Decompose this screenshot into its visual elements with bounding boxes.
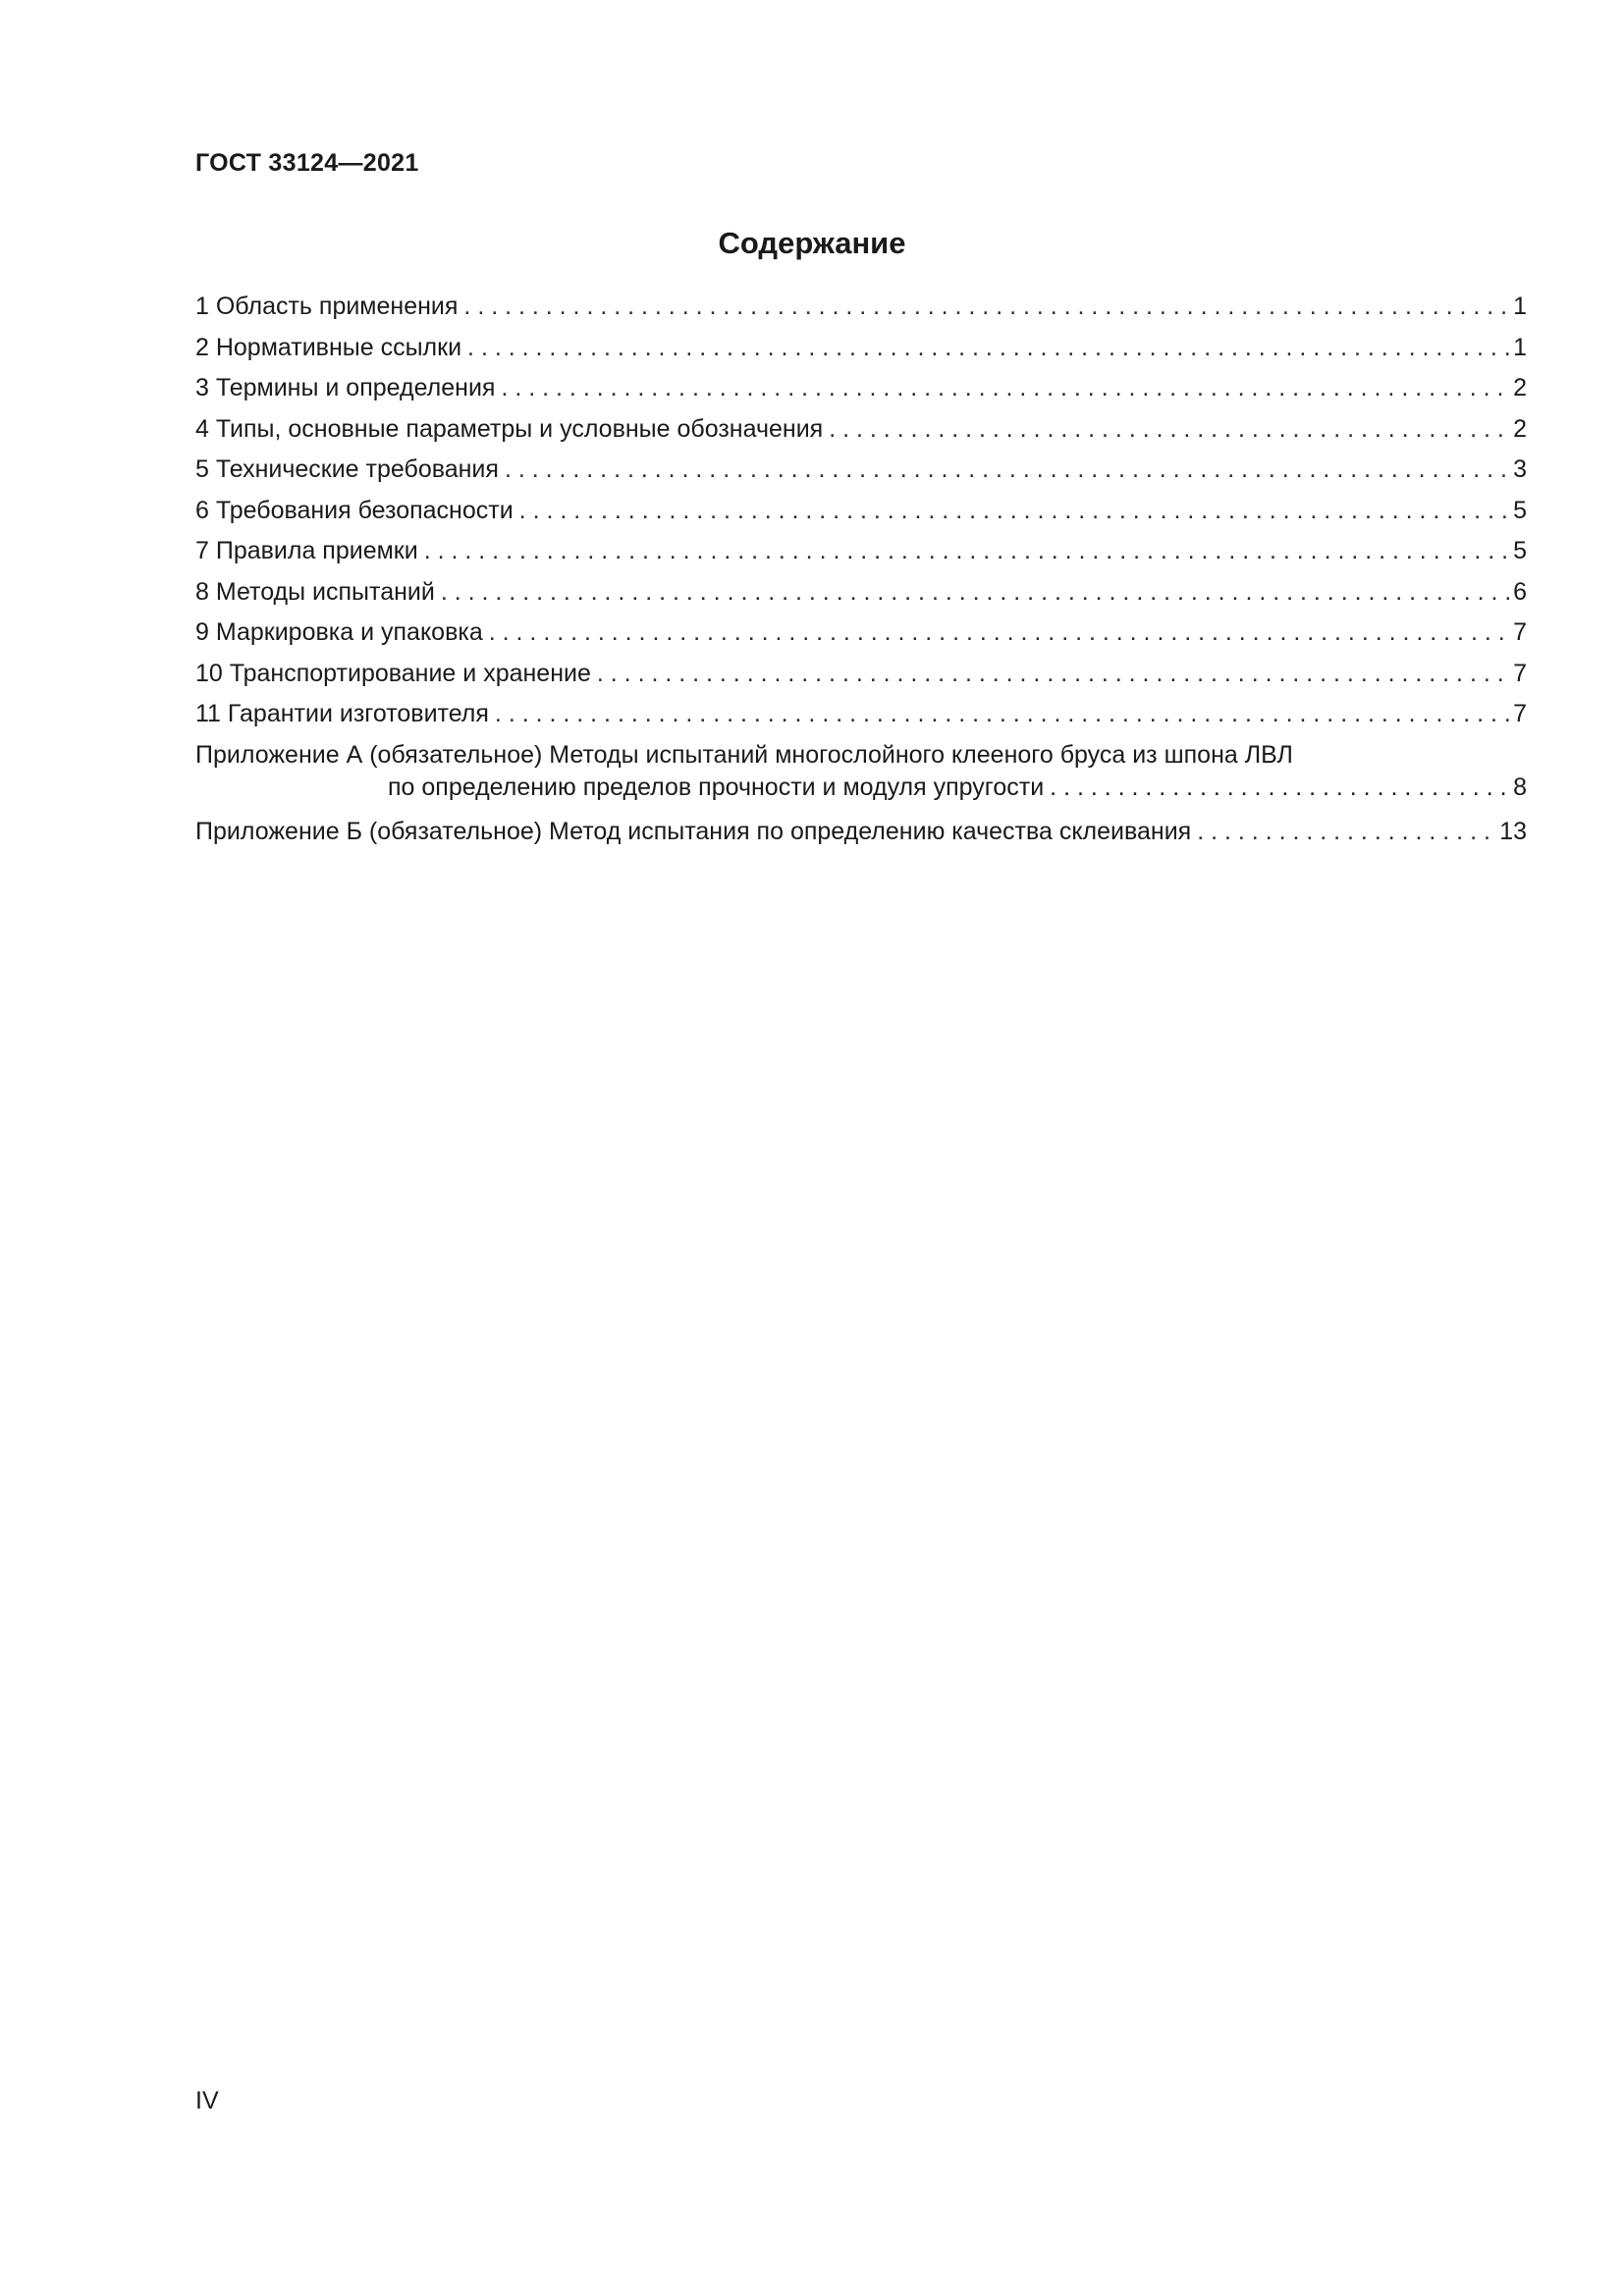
toc-entry-appendix-a[interactable] xyxy=(195,735,1527,804)
toc-entry[interactable] xyxy=(195,694,1527,735)
toc-entry-page: 2 xyxy=(1513,414,1527,443)
toc-dot-leader xyxy=(463,287,1509,328)
toc-entry[interactable] xyxy=(195,613,1527,654)
toc-dot-leader xyxy=(1197,812,1495,853)
toc-appendix-a-continuation xyxy=(195,772,1527,804)
toc-entry[interactable] xyxy=(195,491,1527,532)
toc-entry-page: 1 xyxy=(1513,293,1527,320)
toc-dot-leader xyxy=(441,572,1509,614)
toc-entry-page: 7 xyxy=(1513,700,1527,727)
toc-entry[interactable] xyxy=(195,654,1527,695)
toc-entry-page: 5 xyxy=(1513,496,1527,524)
toc-title: Содержание xyxy=(718,226,906,260)
toc-entry-label: Приложение Б (обязательное) Метод испытания по определению качества склеивания xyxy=(195,817,1192,845)
toc-entry[interactable] xyxy=(195,409,1527,451)
toc-appendix-a-title: Приложение А (обязательное) Методы испытаний многослойного клееного бруса из шпона ЛВЛ xyxy=(195,740,1293,769)
toc-entry-label: 11 Гарантии изготовителя xyxy=(195,700,489,727)
toc-entry-page: 8 xyxy=(1513,773,1527,801)
toc-entry-appendix-b[interactable] xyxy=(195,812,1527,853)
toc-entry-label: 3 Термины и определения xyxy=(195,374,496,401)
toc-entry-page: 13 xyxy=(1499,817,1527,845)
page-number: IV xyxy=(195,2087,219,2114)
toc-entry-label: 2 Нормативные ссылки xyxy=(195,333,462,361)
toc-dot-leader xyxy=(519,491,1509,532)
toc-entry-label: 5 Технические требования xyxy=(195,455,499,483)
toc-dot-leader xyxy=(501,368,1509,409)
document-code: ГОСТ 33124—2021 xyxy=(195,149,419,177)
toc-entry-page: 2 xyxy=(1513,374,1527,401)
toc-entry-page: 6 xyxy=(1513,577,1527,606)
toc-entry[interactable] xyxy=(195,531,1527,572)
toc-entry[interactable] xyxy=(195,368,1527,409)
toc-entry-page: 3 xyxy=(1513,455,1527,483)
toc-entry-label: 6 Требования безопасности xyxy=(195,496,514,524)
toc-entry-page: 7 xyxy=(1513,659,1527,687)
toc-dot-leader xyxy=(829,409,1509,451)
toc-dot-leader xyxy=(424,531,1509,572)
toc-entry-label: 7 Правила приемки xyxy=(195,537,418,564)
toc-entry-page: 7 xyxy=(1513,618,1527,646)
toc-entry-label: 4 Типы, основные параметры и условные обозначения xyxy=(195,414,824,443)
toc-dot-leader xyxy=(489,613,1509,654)
toc-entry[interactable] xyxy=(195,572,1527,614)
toc-appendix-a-subtitle: по определению пределов прочности и модуля упругости xyxy=(388,773,1045,801)
toc-entry-label: 8 Методы испытаний xyxy=(195,577,435,606)
toc-entry[interactable] xyxy=(195,450,1527,491)
toc-entry[interactable] xyxy=(195,328,1527,369)
toc-entry-label: 10 Транспортирование и хранение xyxy=(195,659,591,687)
toc-entry[interactable] xyxy=(195,287,1527,328)
toc-dot-leader xyxy=(597,654,1509,695)
toc-entry-label: 1 Область применения xyxy=(195,293,459,320)
table-of-contents xyxy=(195,287,1527,852)
toc-entry-label: 9 Маркировка и упаковка xyxy=(195,618,483,646)
toc-dot-leader xyxy=(505,450,1509,491)
toc-dot-leader xyxy=(467,328,1509,369)
toc-entry-page: 5 xyxy=(1513,537,1527,564)
toc-dot-leader xyxy=(1050,772,1509,804)
toc-dot-leader xyxy=(495,694,1509,735)
toc-entry-page: 1 xyxy=(1513,333,1527,361)
